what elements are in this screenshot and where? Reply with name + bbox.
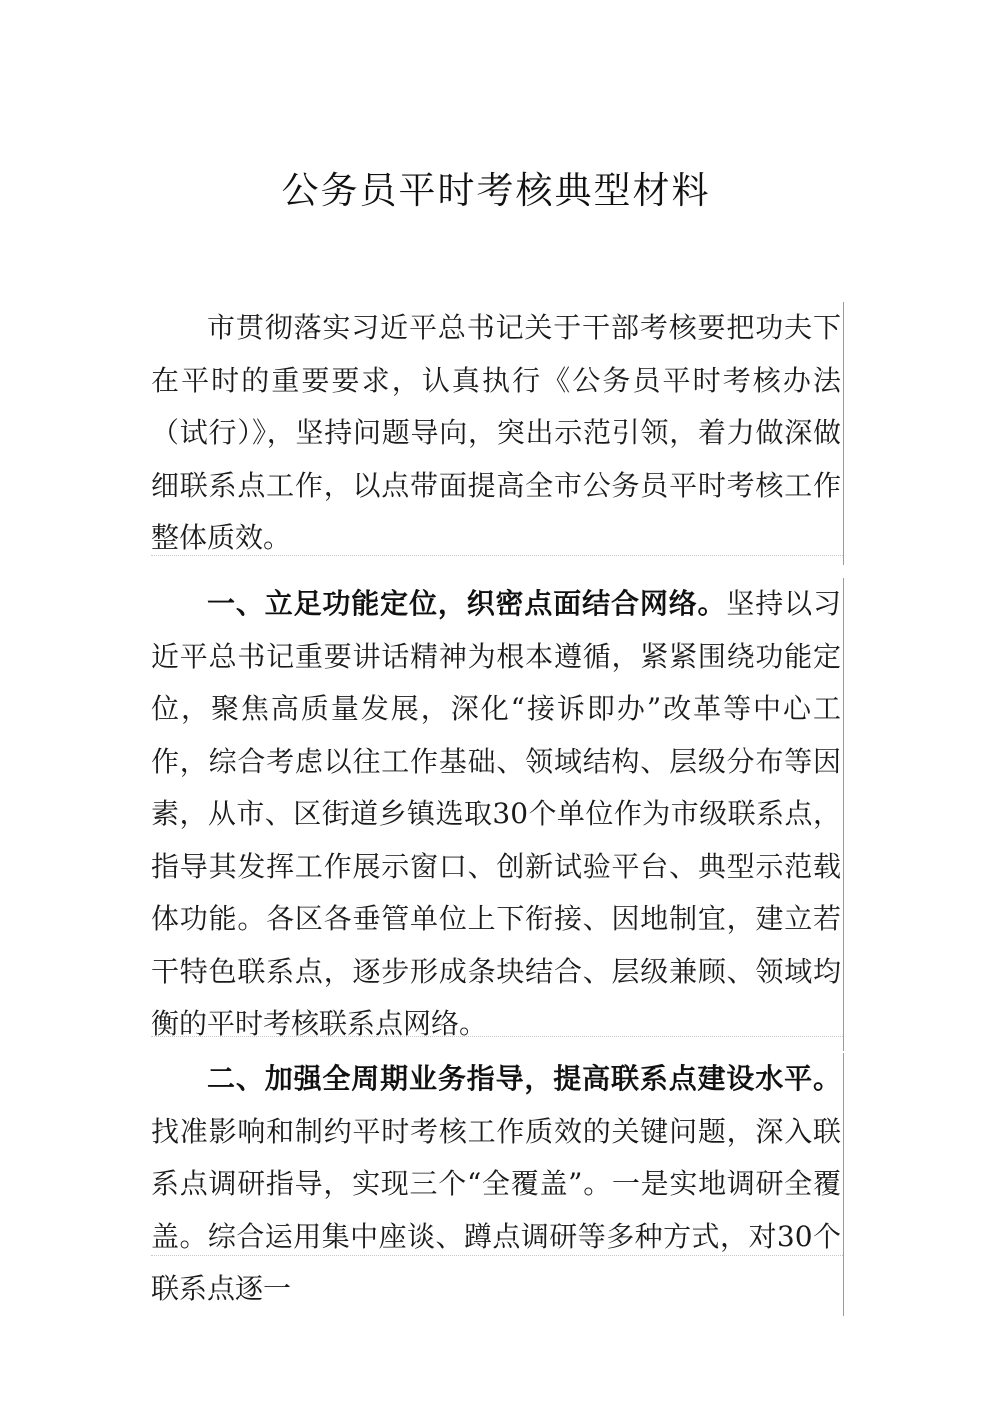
section-2-heading: 二、加强全周期业务指导，提高联系点建设水平。 — [207, 1062, 841, 1095]
intro-paragraph: 市贯彻落实习近平总书记关于干部考核要把功夫下在平时的重要要求，认真执行《公务员平时考核办法（试行）》，坚持问题导向，突出示范引领，着力做深做细联系点工作，以点带面提高全市公务员平时考核工作整体质效。 — [151, 302, 844, 565]
section-2-body: 找准影响和制约平时考核工作质效的关键问题，深入联系点调研指导，实现三个“全覆盖”。一是实地调研全覆盖。综合运用集中座谈、蹲点调研等多种方式，对30个联系点逐一 — [151, 1114, 841, 1305]
paragraph-divider — [151, 1036, 843, 1037]
page-bottom-divider — [151, 1255, 843, 1256]
document-title: 公务员平时考核典型材料 — [281, 169, 711, 212]
section-2-paragraph — [151, 1053, 844, 1316]
section-1-body: 坚持以习近平总书记重要讲话精神为根本遵循，紧紧围绕功能定位，聚焦高质量发展，深化“接诉即办”改革等中心工作，综合考虑以往工作基础、领域结构、层级分布等因素，从市、区街道乡镇选取30个单位作为市级联系点，指导其发挥工作展示窗口、创新试验平台、典型示范载体功能。各区各垂管单位上下衔接、因地制宜，建立若干特色联系点，逐步形成条块结合、层级兼顾、领域均衡的平时考核联系点网络。 — [151, 587, 841, 1040]
paragraph-divider — [151, 555, 843, 556]
section-1-paragraph — [151, 578, 844, 1051]
section-1-heading: 一、立足功能定位，织密点面结合网络。 — [207, 587, 727, 620]
